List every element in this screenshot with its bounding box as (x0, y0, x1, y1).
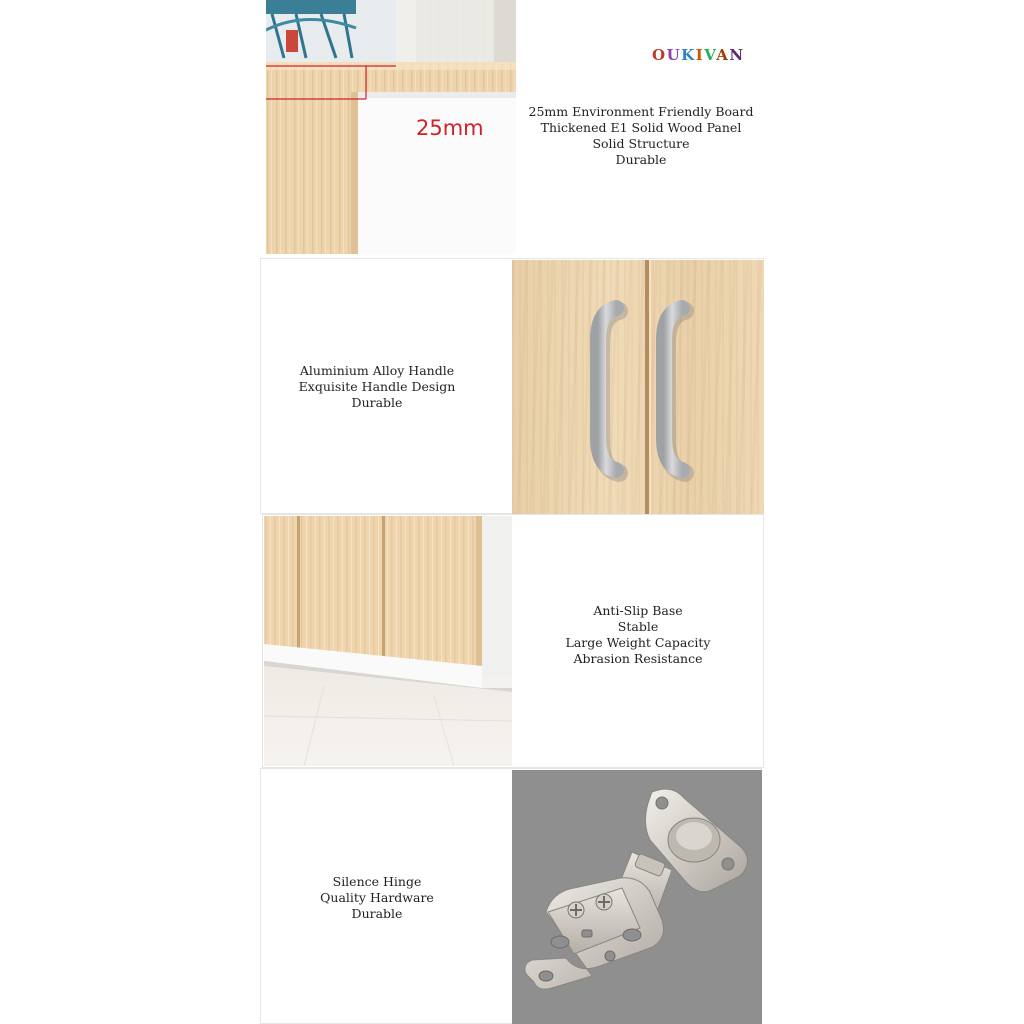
caption-line: Aluminium Alloy Handle (299, 363, 455, 378)
caption-line: Stable (617, 619, 659, 634)
caption-line: Anti-Slip Base (593, 603, 683, 618)
base-caption (514, 603, 762, 667)
hinge-caption (262, 874, 492, 922)
brand-logo: OUKIVAN (652, 46, 745, 64)
caption-line: Durable (351, 395, 403, 410)
caption-line: Exquisite Handle Design (298, 379, 456, 394)
caption-line: 25mm Environment Friendly Board (528, 104, 754, 119)
hinge-photo (512, 770, 762, 1024)
handle-photo (512, 260, 764, 514)
caption-line: Durable (351, 906, 403, 921)
caption-line: Abrasion Resistance (573, 651, 703, 666)
caption-line: Thickened E1 Solid Wood Panel (540, 120, 742, 135)
caption-line: Solid Structure (592, 136, 690, 151)
board-thickness-photo (266, 0, 516, 254)
caption-line: Silence Hinge (332, 874, 422, 889)
caption-line: Large Weight Capacity (565, 635, 711, 650)
handle-caption (262, 363, 492, 411)
base-photo (264, 516, 512, 766)
thickness-label: 25mm (416, 116, 484, 140)
board-caption (516, 104, 766, 168)
caption-line: Quality Hardware (320, 890, 434, 905)
caption-line: Durable (615, 152, 667, 167)
